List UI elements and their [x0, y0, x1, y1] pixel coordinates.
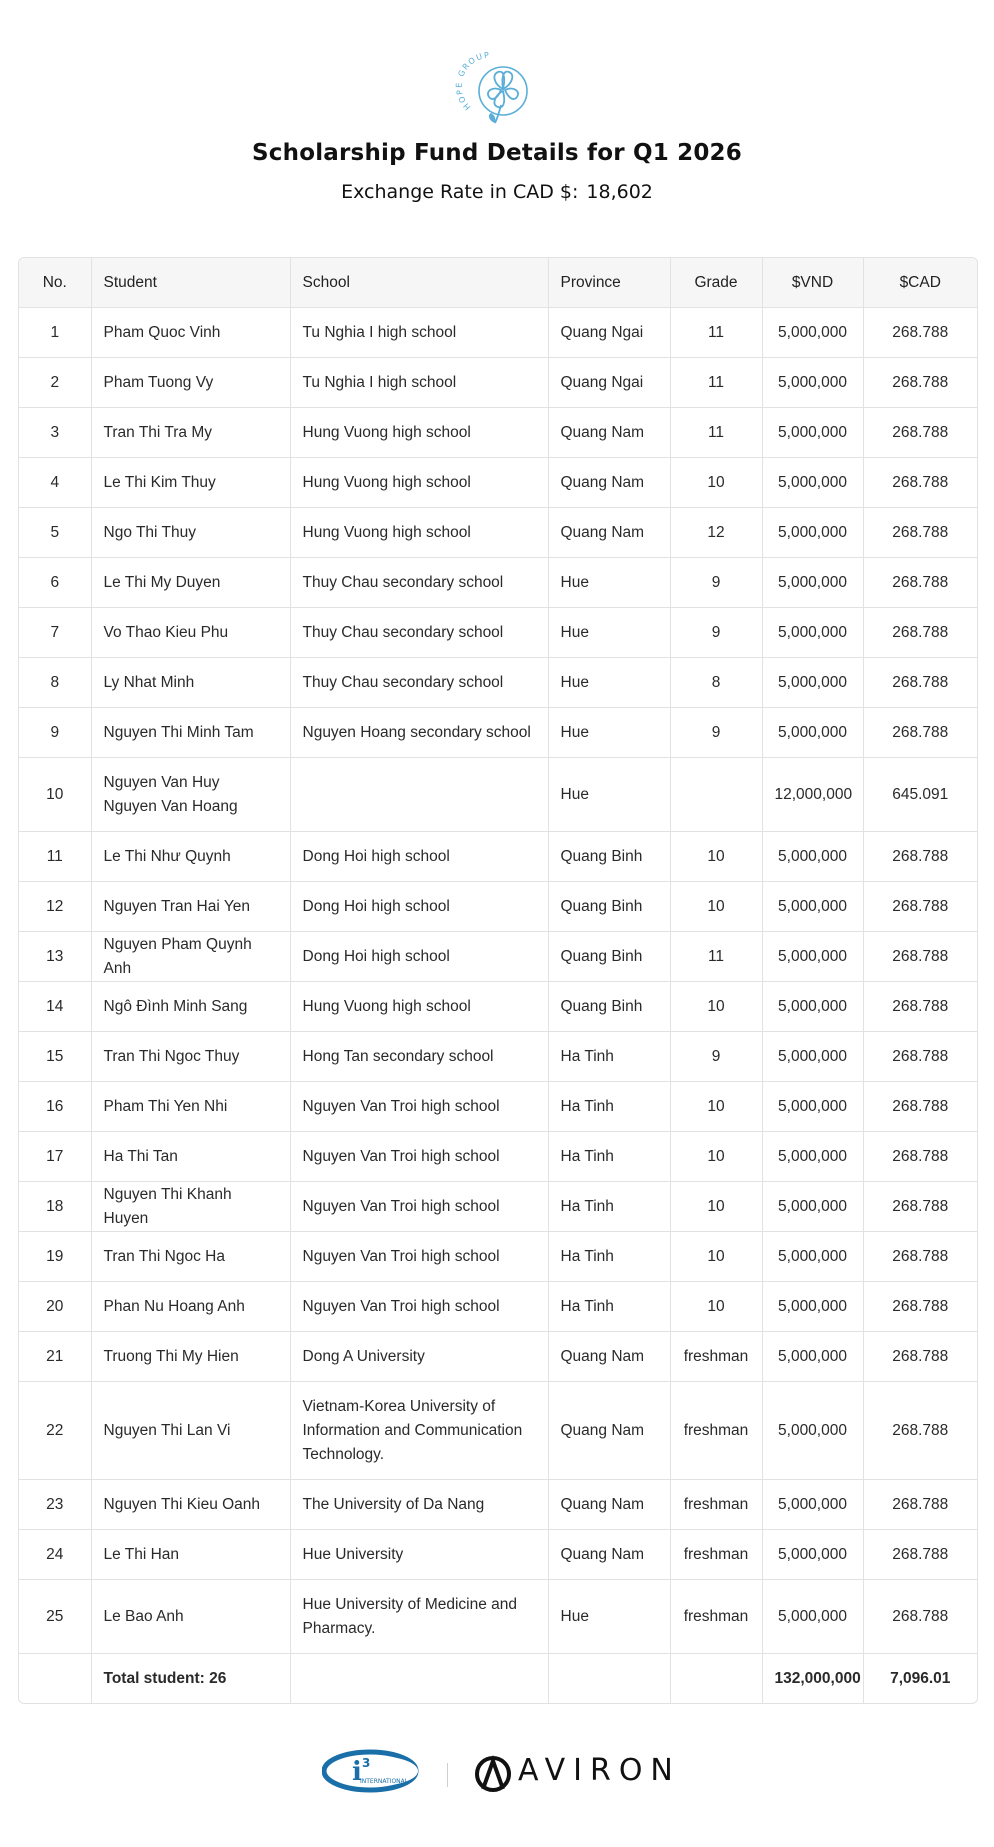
amount-cad-cell: 268.788: [863, 1580, 977, 1654]
col-header-school: School: [290, 258, 548, 308]
amount-cad-cell: 268.788: [863, 1082, 977, 1132]
student-name-cell: [91, 458, 290, 508]
total-vnd: 132,000,000: [762, 1654, 863, 1704]
student-name: Tran Thi Tra My: [103, 423, 213, 441]
grade-cell: 10: [670, 982, 762, 1032]
grade-cell: freshman: [670, 1480, 762, 1530]
amount-cad-cell: 645.091: [863, 758, 977, 832]
province-cell: Ha Tinh: [548, 1082, 670, 1132]
province-cell: Quang Nam: [548, 1382, 670, 1480]
student-name-cell: [91, 1480, 290, 1530]
province-cell: Ha Tinh: [548, 1132, 670, 1182]
grade-cell: 12: [670, 508, 762, 558]
grade-cell: freshman: [670, 1530, 762, 1580]
student-name-cell: [91, 882, 290, 932]
school-name-cell: Hung Vuong high school: [290, 408, 548, 458]
amount-vnd-cell: 5,000,000: [762, 932, 863, 982]
student-name: Ngô Đình Minh Sang: [103, 997, 248, 1015]
school-name-cell: Hung Vuong high school: [290, 982, 548, 1032]
school-name-cell: Dong A University: [290, 1332, 548, 1382]
row-number-cell: 18: [19, 1182, 91, 1232]
i3-international-logo: [322, 1745, 426, 1797]
province-cell: Quang Binh: [548, 932, 670, 982]
row-number-cell: 23: [19, 1480, 91, 1530]
svg-text:HOPE GROUP: HOPE GROUP: [454, 50, 491, 112]
student-name: Le Thi Như Quynh: [103, 847, 231, 865]
table-total-row: [19, 1654, 977, 1704]
row-number-cell: 25: [19, 1580, 91, 1654]
exchange-rate: [0, 181, 994, 203]
school-name-cell: Nguyen Van Troi high school: [290, 1132, 548, 1182]
grade-cell: 10: [670, 1282, 762, 1332]
table-row: [19, 1332, 977, 1382]
row-number-cell: 1: [19, 308, 91, 358]
page-title: Scholarship Fund Details for Q1 2026: [252, 140, 742, 166]
row-number-cell: 9: [19, 708, 91, 758]
student-name: Nguyen Thi Khanh Huyen: [103, 1185, 232, 1227]
table-row: [19, 1580, 977, 1654]
row-number-cell: 12: [19, 882, 91, 932]
student-name: Pham Tuong Vy: [103, 373, 214, 391]
row-number-cell: 20: [19, 1282, 91, 1332]
amount-cad-cell: 268.788: [863, 408, 977, 458]
student-name-cell: [91, 758, 290, 832]
student-name: Le Thi Kim Thuy: [103, 473, 216, 491]
student-name-cell: [91, 508, 290, 558]
student-name-cell: [91, 658, 290, 708]
row-number-cell: 10: [19, 758, 91, 832]
amount-cad-cell: 268.788: [863, 1132, 977, 1182]
row-number-cell: 7: [19, 608, 91, 658]
grade-cell: [670, 758, 762, 832]
col-header-no: No.: [19, 258, 91, 308]
student-name: Ha Thi Tan: [103, 1147, 178, 1165]
amount-cad-cell: 268.788: [863, 1232, 977, 1282]
amount-cad-cell: 268.788: [863, 982, 977, 1032]
school-name-cell: Dong Hoi high school: [290, 932, 548, 982]
school-name-cell: Hue University of Medicine and Pharmacy.: [290, 1580, 548, 1654]
row-number-cell: 4: [19, 458, 91, 508]
province-cell: Ha Tinh: [548, 1282, 670, 1332]
hope-group-logo: [451, 45, 543, 135]
table-row: [19, 558, 977, 608]
student-name-cell: [91, 708, 290, 758]
province-cell: Quang Nam: [548, 508, 670, 558]
table-row: [19, 458, 977, 508]
amount-vnd-cell: 5,000,000: [762, 1132, 863, 1182]
amount-vnd-cell: 5,000,000: [762, 608, 863, 658]
student-name: Pham Thi Yen Nhi: [103, 1097, 228, 1115]
province-cell: Quang Nam: [548, 1530, 670, 1580]
school-name-cell: Nguyen Hoang secondary school: [290, 708, 548, 758]
school-name-cell: Dong Hoi high school: [290, 832, 548, 882]
amount-vnd-cell: 5,000,000: [762, 1282, 863, 1332]
grade-cell: 11: [670, 932, 762, 982]
student-name: Le Thi My Duyen: [103, 573, 221, 591]
amount-vnd-cell: 5,000,000: [762, 708, 863, 758]
row-number-cell: 16: [19, 1082, 91, 1132]
amount-cad-cell: 268.788: [863, 708, 977, 758]
amount-cad-cell: 268.788: [863, 1282, 977, 1332]
grade-cell: 11: [670, 358, 762, 408]
student-name: Nguyen Pham Quynh Anh: [103, 935, 252, 977]
grade-cell: freshman: [670, 1332, 762, 1382]
amount-cad-cell: 268.788: [863, 358, 977, 408]
table-row: [19, 508, 977, 558]
province-cell: Ha Tinh: [548, 1032, 670, 1082]
table-row: [19, 408, 977, 458]
student-name-cell: [91, 1082, 290, 1132]
school-name-cell: Nguyen Van Troi high school: [290, 1082, 548, 1132]
amount-vnd-cell: 5,000,000: [762, 832, 863, 882]
table-header-row: [19, 258, 977, 308]
amount-cad-cell: 268.788: [863, 458, 977, 508]
province-cell: Quang Nam: [548, 1332, 670, 1382]
amount-cad-cell: 268.788: [863, 932, 977, 982]
amount-cad-cell: 268.788: [863, 1382, 977, 1480]
amount-cad-cell: 268.788: [863, 832, 977, 882]
aviron-mark-icon: [474, 1755, 512, 1793]
student-name-cell: [91, 832, 290, 882]
table-row: [19, 832, 977, 882]
col-header-grade: Grade: [670, 258, 762, 308]
table-row: [19, 1282, 977, 1332]
svg-text:i: i: [352, 1757, 362, 1787]
student-name-cell: [91, 1382, 290, 1480]
grade-cell: 10: [670, 1132, 762, 1182]
grade-cell: 10: [670, 882, 762, 932]
school-name-cell: Hung Vuong high school: [290, 458, 548, 508]
grade-cell: 11: [670, 408, 762, 458]
student-name-cell: [91, 608, 290, 658]
province-cell: Hue: [548, 758, 670, 832]
amount-vnd-cell: 5,000,000: [762, 308, 863, 358]
province-cell: Hue: [548, 708, 670, 758]
school-name-cell: [290, 758, 548, 832]
amount-vnd-cell: 5,000,000: [762, 1382, 863, 1480]
row-number-cell: 2: [19, 358, 91, 408]
grade-cell: 9: [670, 558, 762, 608]
row-number-cell: 8: [19, 658, 91, 708]
logo-divider: [447, 1763, 448, 1787]
row-number-cell: 11: [19, 832, 91, 882]
student-name: Nguyen Van Huy: [103, 773, 220, 791]
col-header-vnd: $VND: [762, 258, 863, 308]
total-province-cell: [548, 1654, 670, 1704]
school-name-cell: Tu Nghia I high school: [290, 358, 548, 408]
table-row: [19, 308, 977, 358]
student-name: Le Thi Han: [103, 1545, 180, 1563]
school-name-cell: Hue University: [290, 1530, 548, 1580]
student-name-cell: [91, 982, 290, 1032]
total-no-cell: [19, 1654, 91, 1704]
province-cell: Quang Ngai: [548, 358, 670, 408]
table-row: [19, 1182, 977, 1232]
student-name-second: Nguyen Van Hoang: [103, 797, 238, 815]
amount-cad-cell: 268.788: [863, 608, 977, 658]
row-number-cell: 3: [19, 408, 91, 458]
aviron-wordmark: AVIRON: [518, 1753, 681, 1788]
amount-vnd-cell: 5,000,000: [762, 1232, 863, 1282]
student-name-cell: [91, 1282, 290, 1332]
student-name: Le Bao Anh: [103, 1607, 184, 1625]
amount-cad-cell: 268.788: [863, 1480, 977, 1530]
svg-text:3: 3: [362, 1756, 371, 1770]
row-number-cell: 19: [19, 1232, 91, 1282]
row-number-cell: 6: [19, 558, 91, 608]
col-header-student: Student: [91, 258, 290, 308]
school-name-cell: Vietnam-Korea University of Information and Communication Technology.: [290, 1382, 548, 1480]
amount-vnd-cell: 5,000,000: [762, 1332, 863, 1382]
province-cell: Hue: [548, 608, 670, 658]
table-row: [19, 1530, 977, 1580]
student-name: Nguyen Thi Lan Vi: [103, 1421, 231, 1439]
student-name: Nguyen Thi Kieu Oanh: [103, 1495, 261, 1513]
student-name: Phan Nu Hoang Anh: [103, 1297, 245, 1315]
i3-logo-text: INTERNATIONAL: [360, 1778, 409, 1785]
student-name: Nguyen Tran Hai Yen: [103, 897, 250, 915]
row-number-cell: 22: [19, 1382, 91, 1480]
grade-cell: 11: [670, 308, 762, 358]
amount-cad-cell: 268.788: [863, 1332, 977, 1382]
amount-vnd-cell: 5,000,000: [762, 658, 863, 708]
table-row: [19, 1132, 977, 1182]
province-cell: Ha Tinh: [548, 1182, 670, 1232]
table-row: [19, 358, 977, 408]
amount-cad-cell: 268.788: [863, 508, 977, 558]
province-cell: Hue: [548, 658, 670, 708]
student-name: Pham Quoc Vinh: [103, 323, 221, 341]
col-header-cad: $CAD: [863, 258, 977, 308]
footer-logos: [0, 1745, 994, 1805]
amount-vnd-cell: 5,000,000: [762, 408, 863, 458]
amount-vnd-cell: 5,000,000: [762, 982, 863, 1032]
student-name-cell: [91, 1580, 290, 1654]
school-name-cell: Hung Vuong high school: [290, 508, 548, 558]
student-name: Nguyen Thi Minh Tam: [103, 723, 254, 741]
province-cell: Quang Nam: [548, 458, 670, 508]
amount-cad-cell: 268.788: [863, 1032, 977, 1082]
amount-vnd-cell: 5,000,000: [762, 358, 863, 408]
grade-cell: 9: [670, 708, 762, 758]
grade-cell: 10: [670, 1232, 762, 1282]
province-cell: Quang Nam: [548, 408, 670, 458]
amount-vnd-cell: 12,000,000: [762, 758, 863, 832]
student-name-cell: [91, 308, 290, 358]
amount-vnd-cell: 5,000,000: [762, 1032, 863, 1082]
table-row: [19, 758, 977, 832]
student-name-cell: [91, 1530, 290, 1580]
student-name-cell: [91, 1032, 290, 1082]
province-cell: Quang Binh: [548, 832, 670, 882]
row-number-cell: 5: [19, 508, 91, 558]
table-row: [19, 1232, 977, 1282]
province-cell: Quang Ngai: [548, 308, 670, 358]
school-name-cell: Tu Nghia I high school: [290, 308, 548, 358]
school-name-cell: Nguyen Van Troi high school: [290, 1282, 548, 1332]
grade-cell: 8: [670, 658, 762, 708]
table-row: [19, 1082, 977, 1132]
grade-cell: freshman: [670, 1382, 762, 1480]
student-name-cell: [91, 1132, 290, 1182]
amount-cad-cell: 268.788: [863, 558, 977, 608]
row-number-cell: 24: [19, 1530, 91, 1580]
grade-cell: 10: [670, 832, 762, 882]
school-name-cell: Hong Tan secondary school: [290, 1032, 548, 1082]
amount-vnd-cell: 5,000,000: [762, 1082, 863, 1132]
exchange-rate-value: 18,602: [586, 181, 653, 203]
exchange-rate-label: Exchange Rate in CAD $:: [341, 181, 579, 203]
total-cad: 7,096.01: [890, 1669, 951, 1687]
amount-vnd-cell: 5,000,000: [762, 508, 863, 558]
grade-cell: 10: [670, 1082, 762, 1132]
amount-cad-cell: 268.788: [863, 1530, 977, 1580]
total-grade-cell: [670, 1654, 762, 1704]
student-name: Tran Thi Ngoc Ha: [103, 1247, 225, 1265]
student-name-cell: [91, 932, 290, 982]
student-name-cell: [91, 1332, 290, 1382]
school-name-cell: Thuy Chau secondary school: [290, 608, 548, 658]
student-name: Vo Thao Kieu Phu: [103, 623, 229, 641]
student-name: Tran Thi Ngoc Thuy: [103, 1047, 240, 1065]
table-row: [19, 982, 977, 1032]
grade-cell: 10: [670, 458, 762, 508]
table-row: [19, 608, 977, 658]
grade-cell: 9: [670, 608, 762, 658]
row-number-cell: 17: [19, 1132, 91, 1182]
amount-cad-cell: 268.788: [863, 1182, 977, 1232]
student-name: Ngo Thi Thuy: [103, 523, 196, 541]
row-number-cell: 21: [19, 1332, 91, 1382]
row-number-cell: 15: [19, 1032, 91, 1082]
province-cell: Quang Nam: [548, 1480, 670, 1530]
student-name-cell: [91, 408, 290, 458]
school-name-cell: Thuy Chau secondary school: [290, 658, 548, 708]
amount-vnd-cell: 5,000,000: [762, 1480, 863, 1530]
table-row: [19, 1382, 977, 1480]
province-cell: Quang Binh: [548, 882, 670, 932]
scholarship-table: [18, 257, 978, 1704]
table-row: [19, 1480, 977, 1530]
table-row: [19, 932, 977, 982]
table-row: [19, 1032, 977, 1082]
row-number-cell: 13: [19, 932, 91, 982]
amount-vnd-cell: 5,000,000: [762, 458, 863, 508]
student-name-cell: [91, 1232, 290, 1282]
amount-cad-cell: 268.788: [863, 658, 977, 708]
amount-cad-cell: 268.788: [863, 882, 977, 932]
province-cell: Hue: [548, 1580, 670, 1654]
student-name: Truong Thi My Hien: [103, 1347, 239, 1365]
col-header-province: Province: [548, 258, 670, 308]
school-name-cell: Thuy Chau secondary school: [290, 558, 548, 608]
student-name-cell: [91, 1182, 290, 1232]
grade-cell: freshman: [670, 1580, 762, 1654]
province-cell: Hue: [548, 558, 670, 608]
province-cell: Quang Binh: [548, 982, 670, 1032]
student-name: Ly Nhat Minh: [103, 673, 195, 691]
total-label: Total student: 26: [91, 1654, 290, 1704]
grade-cell: 10: [670, 1182, 762, 1232]
table-row: [19, 658, 977, 708]
amount-cad-cell: 268.788: [863, 308, 977, 358]
school-name-cell: Nguyen Van Troi high school: [290, 1182, 548, 1232]
school-name-cell: Dong Hoi high school: [290, 882, 548, 932]
province-cell: Ha Tinh: [548, 1232, 670, 1282]
school-name-cell: Nguyen Van Troi high school: [290, 1232, 548, 1282]
total-school-cell: [290, 1654, 548, 1704]
amount-vnd-cell: 5,000,000: [762, 882, 863, 932]
student-name-cell: [91, 358, 290, 408]
amount-vnd-cell: 5,000,000: [762, 1530, 863, 1580]
table-row: [19, 882, 977, 932]
amount-vnd-cell: 5,000,000: [762, 1182, 863, 1232]
row-number-cell: 14: [19, 982, 91, 1032]
school-name-cell: The University of Da Nang: [290, 1480, 548, 1530]
student-name-cell: [91, 558, 290, 608]
amount-vnd-cell: 5,000,000: [762, 1580, 863, 1654]
grade-cell: 9: [670, 1032, 762, 1082]
table-row: [19, 708, 977, 758]
amount-vnd-cell: 5,000,000: [762, 558, 863, 608]
